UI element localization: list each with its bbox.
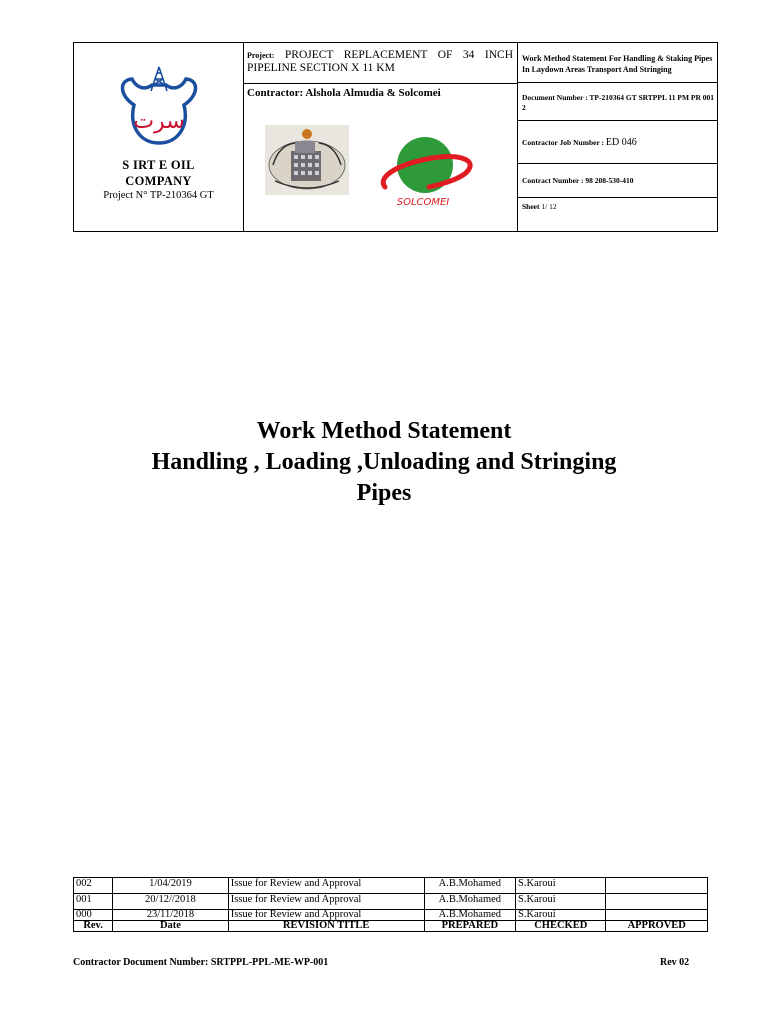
sirte-oil-logo bbox=[114, 65, 204, 155]
document-info-cell bbox=[517, 43, 717, 231]
project-info-cell bbox=[243, 43, 518, 231]
alshola-logo bbox=[265, 125, 349, 195]
table-row: 002 1/04/2019 Issue for Review and Approval A.B.Mohamed S.Karoui bbox=[74, 878, 708, 894]
svg-text:سرت: سرت bbox=[133, 109, 185, 134]
sheet-number: Sheet 1/ 12 bbox=[522, 202, 557, 211]
header-block bbox=[73, 42, 718, 232]
svg-text:SOLCOMEI: SOLCOMEI bbox=[396, 197, 450, 208]
title-line-2: Handling , Loading ,Unloading and Stringing bbox=[151, 449, 617, 475]
footer-document-number: Contractor Document Number: SRTPPL-PPL-ME-WP-001 bbox=[73, 957, 329, 968]
contractor-label: Contractor: Alshola Almudia & Solcomei bbox=[247, 87, 441, 99]
title-line-1: Work Method Statement bbox=[256, 418, 512, 444]
footer-revision: Rev 02 bbox=[660, 957, 690, 968]
company-name: S IRT E OIL COMPANY bbox=[122, 158, 195, 188]
project-title-row bbox=[243, 43, 517, 84]
revision-table bbox=[73, 877, 708, 932]
contract-number: Contract Number : 98 208-530-410 bbox=[517, 164, 717, 198]
title-line-3: Pipes bbox=[356, 480, 412, 506]
contractor-job-number: Contractor Job Number : ED 046 bbox=[517, 121, 717, 164]
table-row: 000 23/11/2018 Issue for Review and Approval A.B.Mohamed S.Karoui bbox=[74, 910, 708, 921]
project-text: PROJECT REPLACEMENT OF 34 INCH PIPELINE SECTION X 11 KM bbox=[247, 49, 514, 74]
wms-title: Work Method Statement For Handling & Staking Pipes In Laydown Areas Transport And Stringing bbox=[517, 43, 717, 83]
project-number: Project N° TP-210364 GT bbox=[103, 190, 214, 201]
document-title bbox=[0, 416, 768, 509]
document-number: Document Number : TP-210364 GT SRTPPL 11 PM PR 001 2 bbox=[517, 83, 717, 121]
project-label: Project: bbox=[247, 51, 275, 60]
solcomei-logo bbox=[377, 135, 477, 215]
company-logo-cell bbox=[74, 43, 244, 231]
table-header-row: Rev. Date REVISION TITLE PREPARED CHECKED APPROVED bbox=[74, 921, 708, 932]
table-row: 001 20/12//2018 Issue for Review and Approval A.B.Mohamed S.Karoui bbox=[74, 894, 708, 910]
